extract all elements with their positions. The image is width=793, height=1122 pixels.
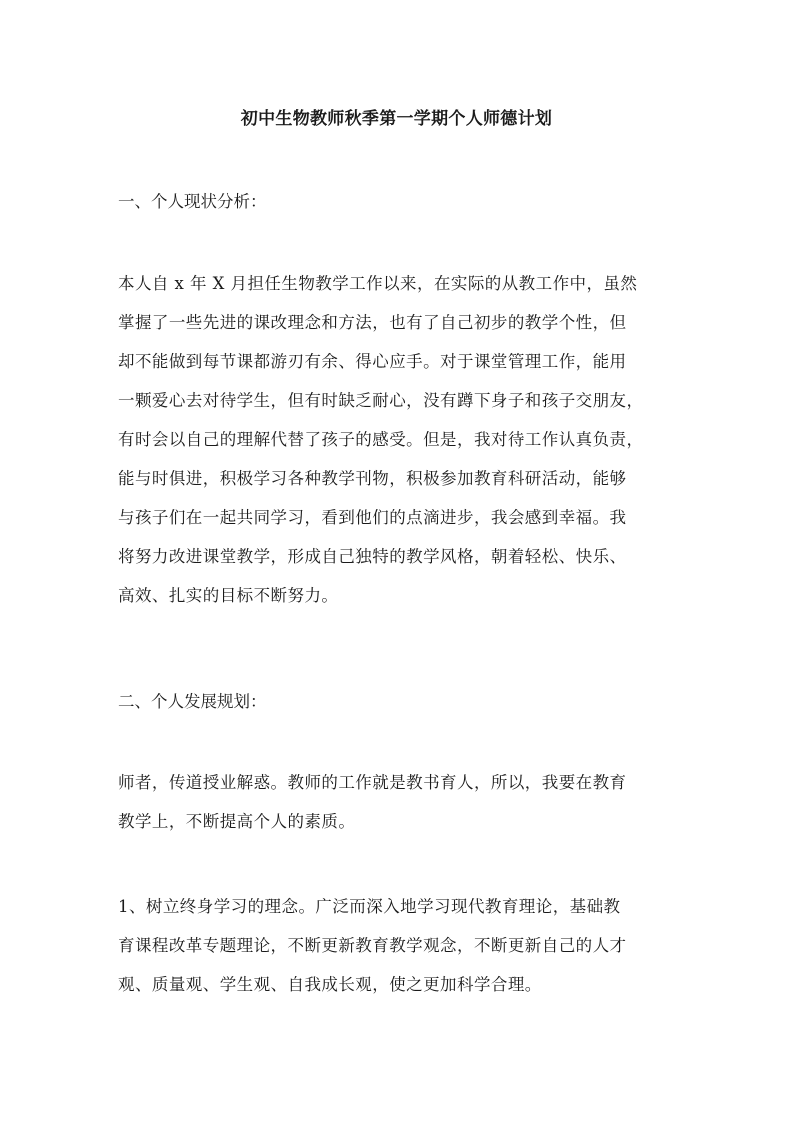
paragraph-line: 1、树立终身学习的理念。广泛而深入地学习现代教育理论，基础教 xyxy=(118,897,621,916)
paragraph-line: 能与时俱进，积极学习各种教学刊物，积极参加教育科研活动，能够 xyxy=(118,469,627,488)
paragraph-line: 与孩子们在一起共同学习，看到他们的点滴进步，我会感到幸福。我 xyxy=(118,508,627,527)
paragraph-line: 将努力改进课堂教学，形成自己独特的教学风格，朝着轻松、快乐、 xyxy=(118,547,627,566)
paragraph-line: 高效、扎实的目标不断努力。 xyxy=(118,586,339,605)
section-heading-2: 二、个人发展规划： xyxy=(118,692,267,711)
paragraph-line: 一颗爱心去对待学生，但有时缺乏耐心，没有蹲下身子和孩子交朋友， xyxy=(118,391,644,410)
paragraph-line: 育课程改革专题理论，不断更新教育教学观念，不断更新自己的人才 xyxy=(118,936,627,955)
paragraph-line: 教学上，不断提高个人的素质。 xyxy=(118,812,356,831)
document-title: 初中生物教师秋季第一学期个人师德计划 xyxy=(240,109,553,129)
paragraph-line: 本人自 x 年 X 月担任生物教学工作以来，在实际的从教工作中，虽然 xyxy=(118,274,638,293)
paragraph-line: 却不能做到每节课都游刃有余、得心应手。对于课堂管理工作，能用 xyxy=(118,352,627,371)
paragraph-development-intro xyxy=(118,763,678,841)
paragraph-line: 有时会以自己的理解代替了孩子的感受。但是，我对待工作认真负责， xyxy=(118,430,644,449)
paragraph-line: 观、质量观、学生观、自我成长观，使之更加科学合理。 xyxy=(118,975,542,994)
paragraph-status-analysis xyxy=(118,264,678,615)
paragraph-line: 掌握了一些先进的课改理念和方法，也有了自己初步的教学个性，但 xyxy=(118,313,627,332)
paragraph-line: 师者，传道授业解惑。教师的工作就是教书育人，所以，我要在教育 xyxy=(118,773,627,792)
section-heading-1: 一、个人现状分析： xyxy=(118,192,267,211)
paragraph-lifelong-learning xyxy=(118,887,678,1004)
